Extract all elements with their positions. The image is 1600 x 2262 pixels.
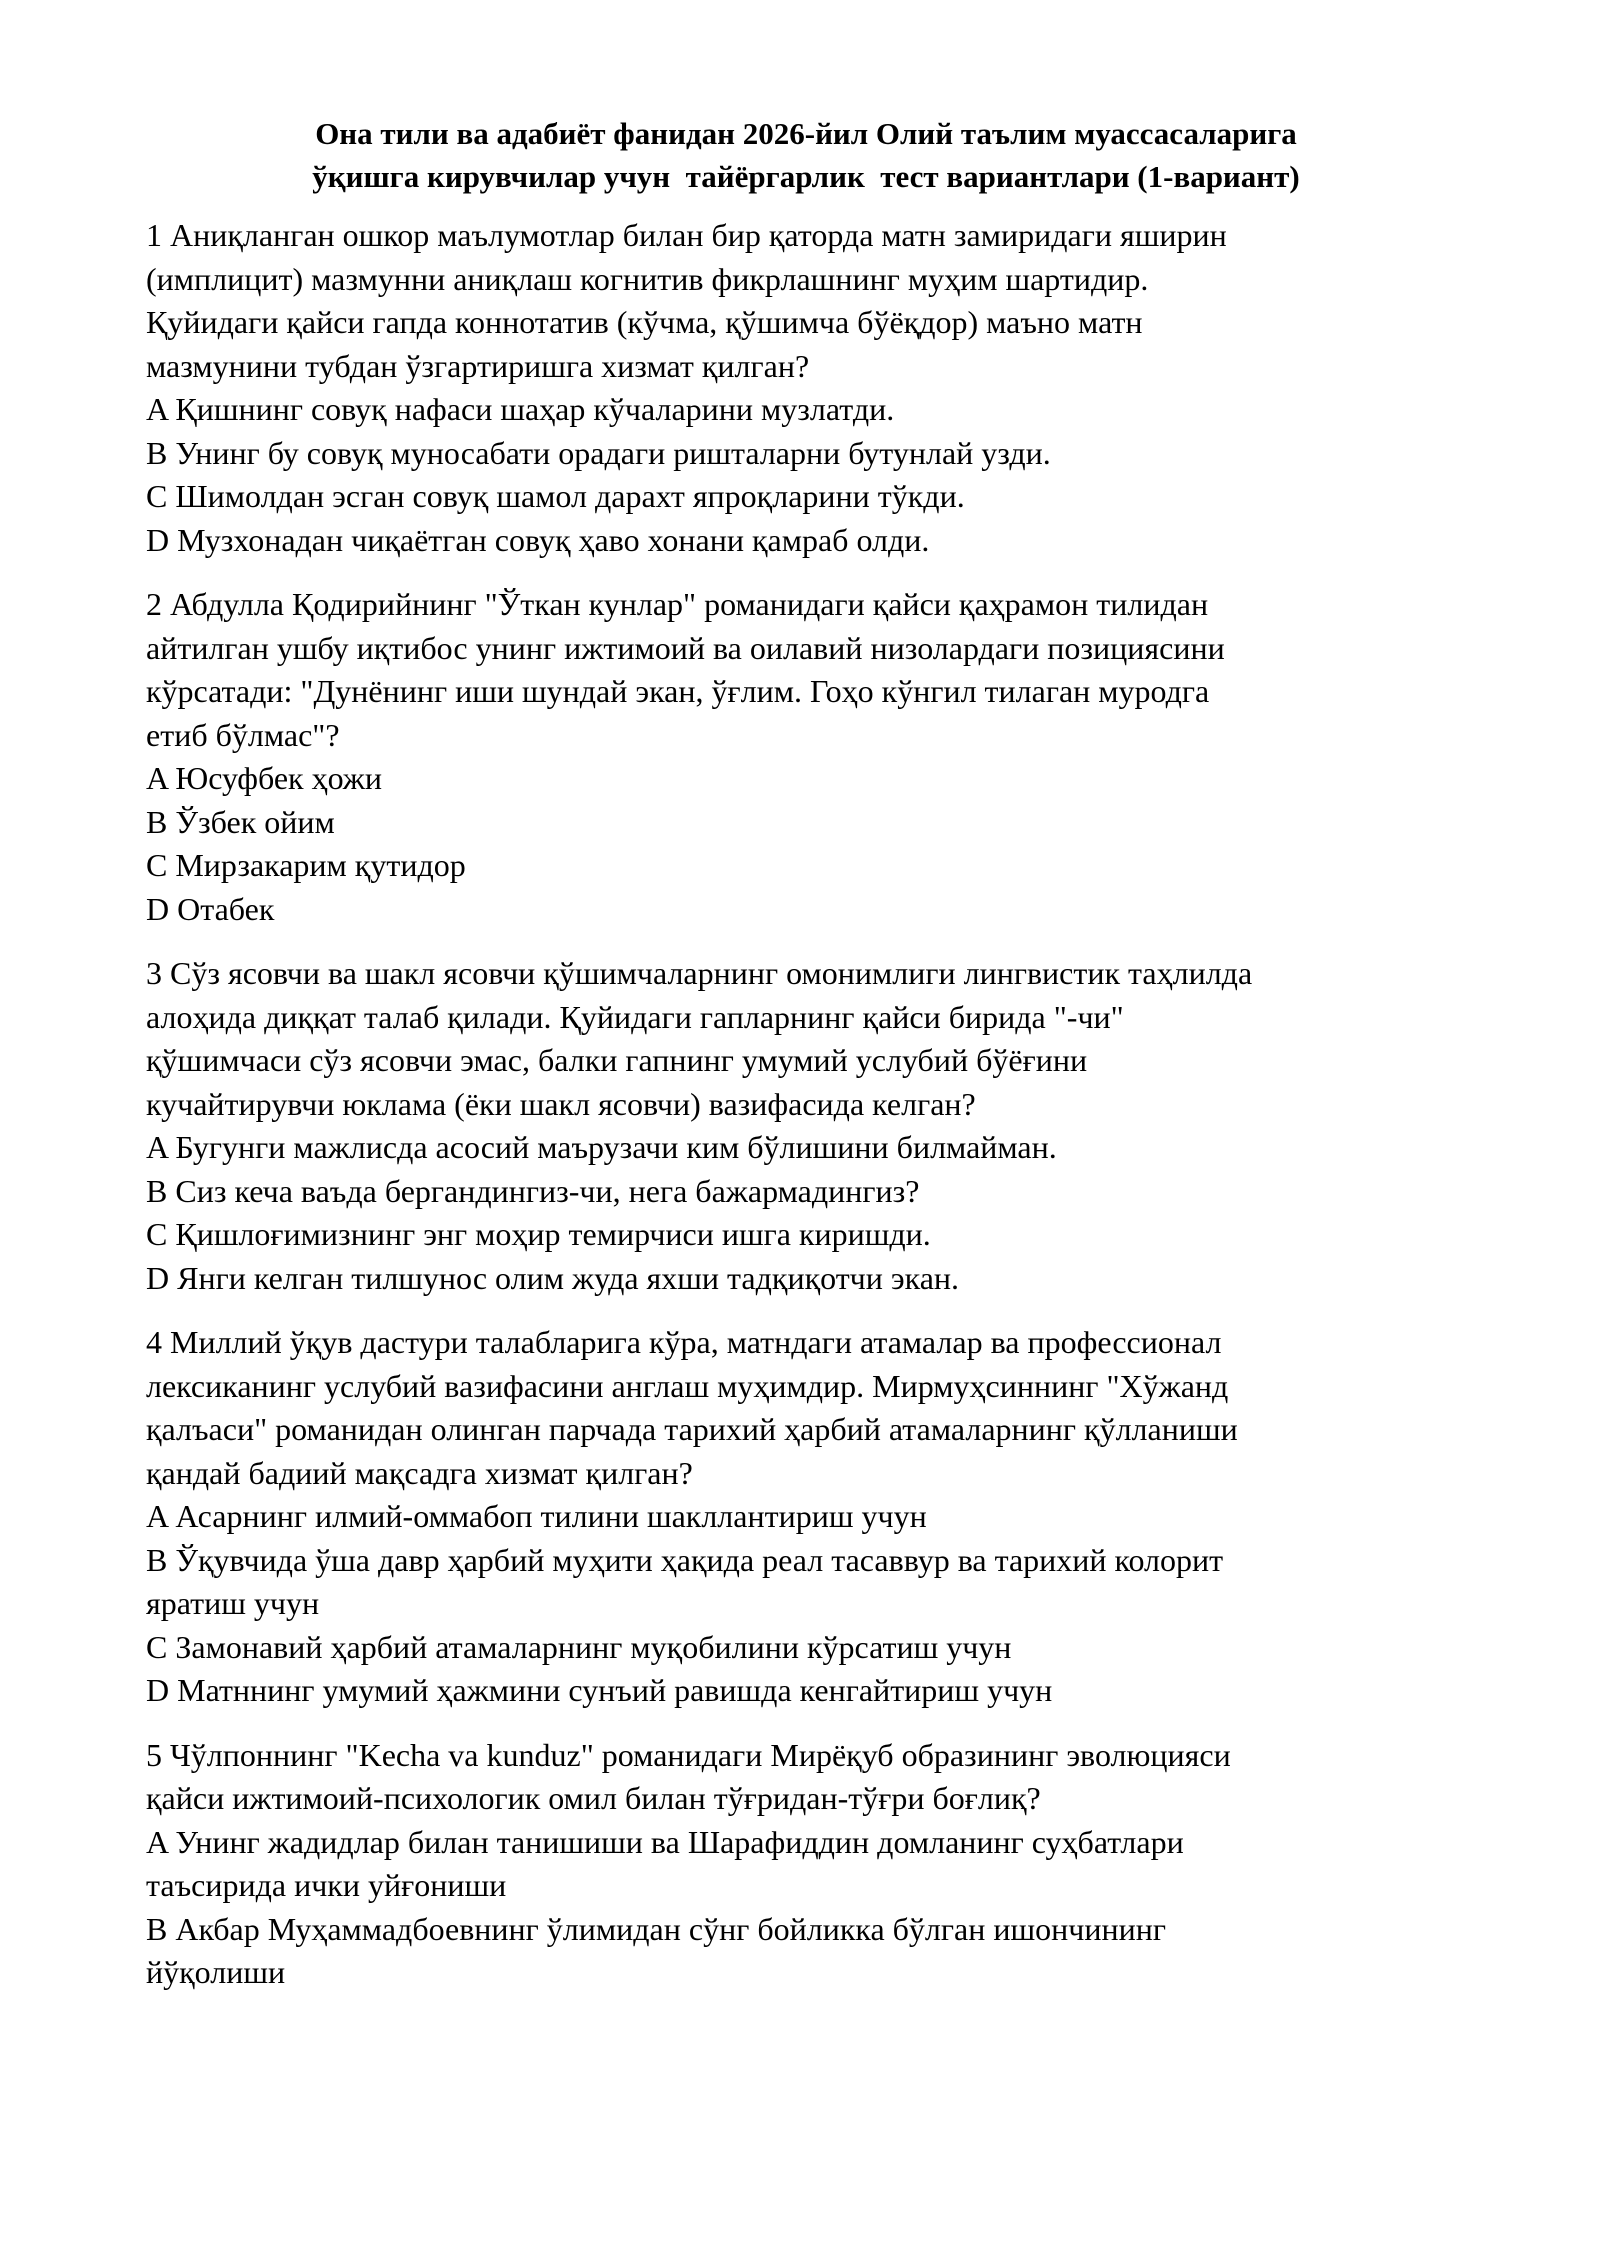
answer-option-b: B Ўқувчида ўша давр ҳарбий муҳити ҳақида реал тасаввур ва тарихий колорит [146, 1541, 1224, 1578]
answer-option-b: B Унинг бу совуқ муносабати орадаги ришталарни бутунлай узди. [146, 434, 1051, 471]
question-5 [146, 1734, 1466, 1995]
question-text-line: кўрсатади: "Дунёнинг иши шундай экан, ўғлим. Гоҳо кўнгил тилаган муродга [146, 673, 1210, 709]
question-text-line: қалъаси" романидан олинган парчада тарихий ҳарбий атамаларнинг қўлланиши [146, 1411, 1238, 1447]
question-text-line: айтилган ушбу иқтибос унинг ижтимоий ва оилавий низолардаги позициясини [146, 629, 1225, 666]
title-line-1: Она тили ва адабиёт фанидан 2026-йил Олий таълим муассасаларига [315, 116, 1297, 151]
question-text-line: кучайтирувчи юклама (ёки шакл ясовчи) вазифасида келган? [146, 1085, 976, 1122]
document-title [146, 112, 1466, 198]
answer-option-a: A Унинг жадидлар билан танишиши ва Шарафиддин домланинг суҳбатлари [146, 1823, 1184, 1860]
answer-option-a: A Юсуфбек ҳожи [146, 760, 382, 796]
answer-option-b: B Сиз кеча ваъда бергандингиз-чи, нега бажармадингиз? [146, 1172, 920, 1209]
question-text-line: қандай бадиий мақсадга хизмат қилган? [146, 1454, 693, 1491]
answer-option-b: B Ўзбек ойим [146, 803, 335, 840]
question-text-line: 1 Аниқланган ошкор маълумотлар билан бир қаторда матн замиридаги яширин [146, 217, 1227, 253]
answer-option-b-continued: йўқолиши [146, 1954, 286, 1990]
answer-option-a: A Асарнинг илмий-оммабоп тилини шакллантириш учун [146, 1498, 927, 1534]
answer-option-a: A Бугунги мажлисда асосий маърузачи ким бўлишини билмайман. [146, 1129, 1057, 1165]
question-text-line: қўшимчаси сўз ясовчи эмас, балки гапнинг умумий услубий бўёғини [146, 1042, 1088, 1078]
question-text-line: 2 Абдулла Қодирийнинг "Ўткан кунлар" романидаги қайси қаҳрамон тилидан [146, 586, 1209, 622]
question-text-line: (имплицит) мазмунни аниқлаш когнитив фикрлашнинг муҳим шартидир. [146, 260, 1149, 297]
answer-option-d: D Янги келган тилшунос олим жуда яхши тадқиқотчи экан. [146, 1259, 960, 1296]
question-2 [146, 583, 1466, 931]
answer-option-c: C Шимолдан эсган совуқ шамол дарахт япроқларини тўкди. [146, 478, 965, 514]
answer-option-b-continued: яратиш учун [146, 1585, 320, 1621]
question-text-line: 4 Миллий ўқув дастури талабларига кўра, матндаги атамалар ва профессионал [146, 1324, 1222, 1360]
question-text-line: Қуйидаги қайси гапда коннотатив (кўчма, қўшимча бўёқдор) маъно матн [146, 304, 1143, 340]
answer-option-d: D Музхонадан чиқаётган совуқ ҳаво хонани қамраб олди. [146, 521, 930, 558]
question-text-line: қайси ижтимоий-психологик омил билан тўғридан-тўғри боғлиқ? [146, 1780, 1041, 1816]
question-text-line: алоҳида диққат талаб қилади. Қуйидаги гапларнинг қайси бирида "-чи" [146, 998, 1124, 1035]
question-text-line: мазмунини тубдан ўзгартиришга хизмат қилган? [146, 347, 810, 384]
answer-option-d: D Отабек [146, 890, 275, 927]
question-text-line: 5 Чўлпоннинг "Kecha va kunduz" романидаги Мирёқуб образининг эволюцияси [146, 1736, 1231, 1773]
question-text-line: 3 Сўз ясовчи ва шакл ясовчи қўшимчаларнинг омонимлиги лингвистик таҳлилда [146, 955, 1253, 991]
answer-option-c: C Замонавий ҳарбий атамаларнинг муқобилини кўрсатиш учун [146, 1628, 1012, 1665]
title-line-2: ўқишга кирувчилар учун тайёргарлик тест вариантлари (1-вариант) [312, 159, 1300, 194]
question-text-line: лексиканинг услубий вазифасини англаш муҳимдир. Мирмуҳсиннинг "Хўжанд [146, 1367, 1229, 1404]
answer-option-d: D Матннинг умумий ҳажмини сунъий равишда кенгайтириш учун [146, 1672, 1053, 1708]
answer-option-a-continued: таъсирида ички уйғониши [146, 1867, 507, 1903]
question-3 [146, 952, 1466, 1300]
answer-option-c: C Мирзакарим қутидор [146, 847, 466, 883]
question-1 [146, 214, 1466, 562]
answer-option-b: B Акбар Муҳаммадбоевнинг ўлимидан сўнг бойликка бўлган ишончининг [146, 1910, 1166, 1947]
question-4 [146, 1321, 1466, 1713]
question-text-line: етиб бўлмас"? [146, 716, 340, 753]
answer-option-a: A Қишнинг совуқ нафаси шаҳар кўчаларини музлатди. [146, 391, 895, 427]
document-page [146, 112, 1466, 2016]
answer-option-c: C Қишлоғимизнинг энг моҳир темирчиси ишга киришди. [146, 1216, 931, 1252]
